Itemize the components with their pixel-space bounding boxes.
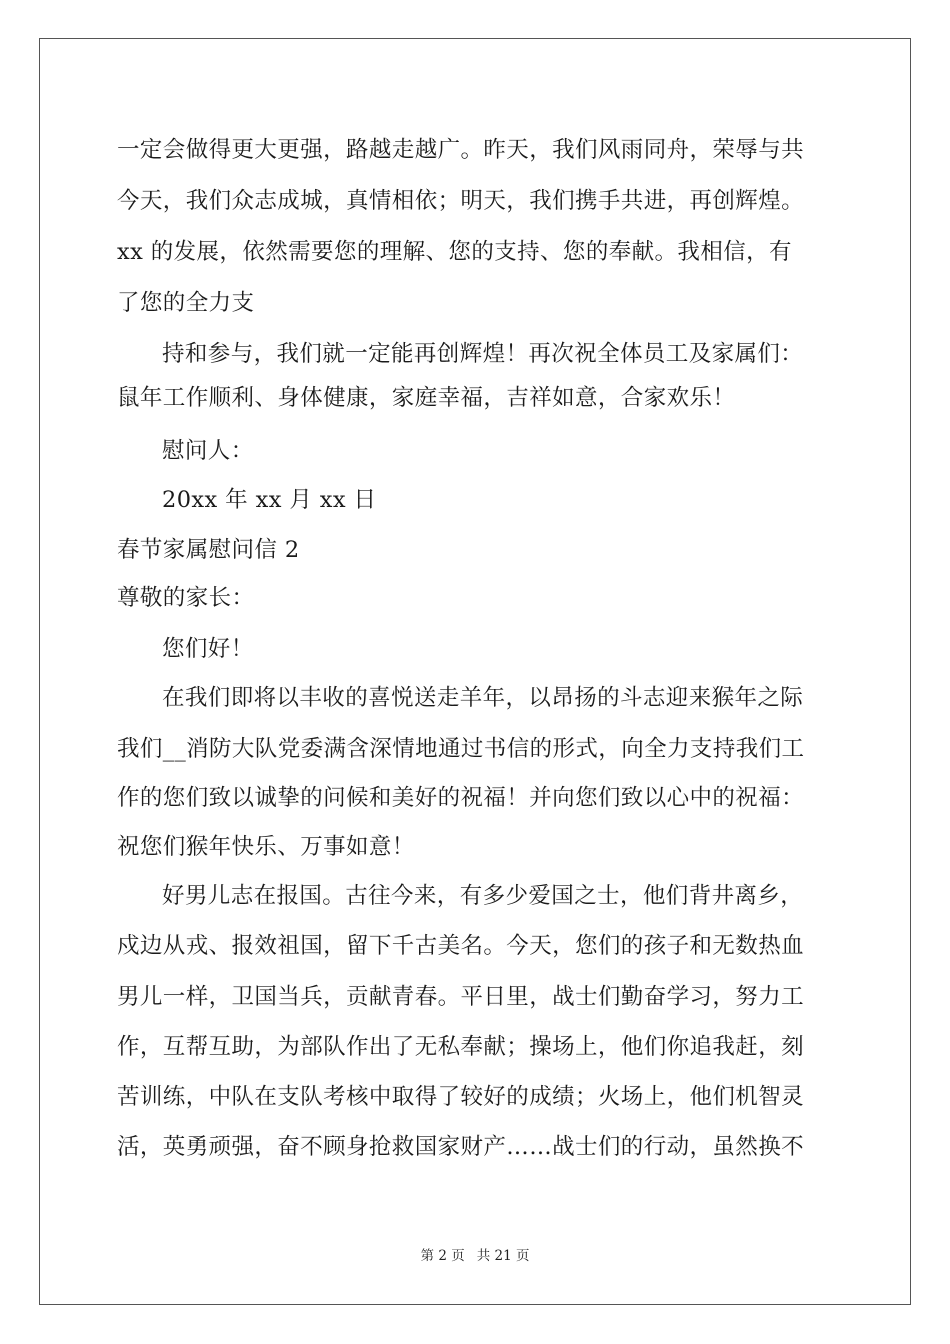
text-line: 一定会做得更大更强，路越走越广。昨天，我们风雨同舟，荣辱与共	[117, 137, 805, 163]
text-line: 好男儿志在报国。古往今来，有多少爱国之士，他们背井离乡，	[162, 883, 804, 909]
text-line: 男儿一样，卫国当兵，贡献青春。平日里，战士们勤奋学习，努力工	[117, 984, 805, 1010]
page-footer	[0, 1247, 950, 1265]
text-line: 戍边从戎、报效祖国，留下千古美名。今天，您们的孩子和无数热血	[117, 933, 805, 959]
date-line: 20xx 年 xx 月 xx 日	[162, 487, 377, 513]
text-line: 作，互帮互助，为部队作出了无私奉献；操场上，他们你追我赶，刻	[117, 1034, 805, 1060]
salutation: 尊敬的家长：	[117, 585, 255, 611]
page-total: 共 21 页	[476, 1248, 530, 1264]
text-line: 我们__消防大队党委满含深情地通过书信的形式，向全力支持我们工	[117, 736, 805, 762]
text-line: 在我们即将以丰收的喜悦送走羊年，以昂扬的斗志迎来猴年之际	[162, 685, 804, 711]
text-line: 今天，我们众志成城，真情相依；明天，我们携手共进，再创辉煌。	[117, 188, 805, 214]
text-line: 鼠年工作顺利、身体健康，家庭幸福，吉祥如意，合家欢乐！	[117, 385, 736, 411]
text-line: 作的您们致以诚挚的问候和美好的祝福！并向您们致以心中的祝福：	[117, 785, 805, 811]
page-number: 第 2 页	[420, 1248, 465, 1264]
letter-title: 春节家属慰问信 2	[117, 537, 300, 563]
greeting: 您们好！	[162, 636, 254, 662]
signature-label: 慰问人：	[162, 438, 254, 464]
text-line: 了您的全力支	[117, 290, 255, 316]
text-line: 祝您们猴年快乐、万事如意！	[117, 834, 415, 860]
text-line: 活，英勇顽强，奋不顾身抢救国家财产……战士们的行动，虽然换不	[117, 1134, 805, 1160]
text-line: 持和参与，我们就一定能再创辉煌！再次祝全体员工及家属们：	[162, 341, 804, 367]
page-border	[39, 38, 911, 1305]
text-line: 苦训练，中队在支队考核中取得了较好的成绩；火场上，他们机智灵	[117, 1084, 805, 1110]
text-line: xx 的发展，依然需要您的理解、您的支持、您的奉献。我相信，有	[117, 239, 792, 265]
